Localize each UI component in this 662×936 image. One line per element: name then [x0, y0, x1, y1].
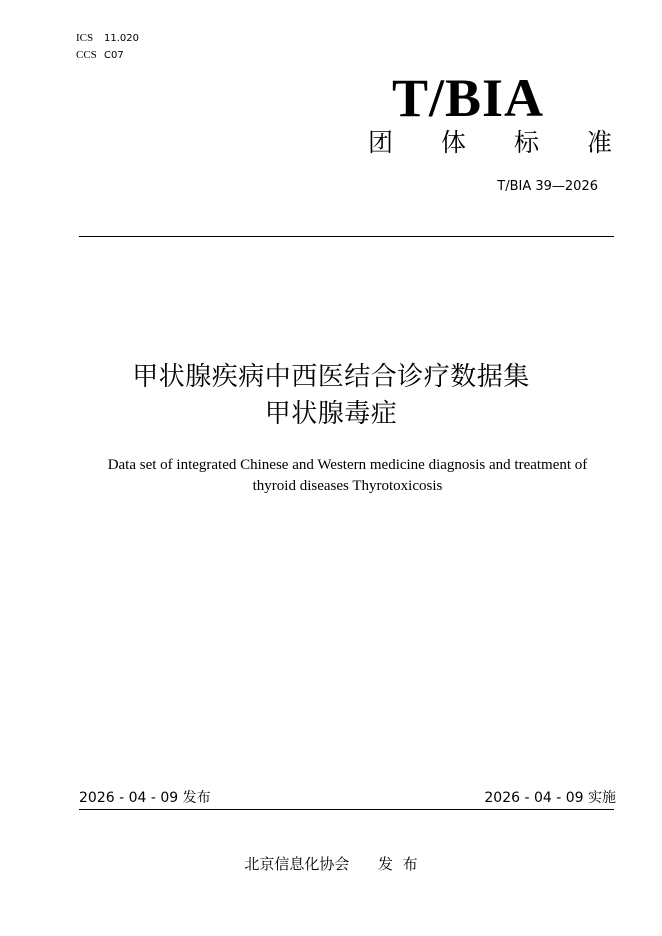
publisher-org: 北京信息化协会 — [244, 855, 350, 873]
ics-value: 11.020 — [104, 33, 139, 44]
standard-kind — [368, 127, 612, 159]
publisher — [0, 854, 662, 874]
publisher-action: 发 布 — [378, 855, 418, 873]
standard-kind-char: 体 — [440, 128, 466, 157]
standard-kind-char: 团 — [368, 128, 394, 157]
standard-kind-char: 准 — [586, 128, 612, 157]
footer-divider — [79, 809, 614, 810]
ics-label: ICS — [76, 32, 94, 44]
title-en-line1: Data set of integrated Chinese and Western medicine diagnosis and treatment of — [107, 457, 588, 473]
ccs-label: CCS — [76, 49, 97, 61]
ics-code — [76, 32, 139, 44]
date-row — [79, 788, 616, 808]
standard-number: T/BIA 39—2026 — [497, 179, 598, 194]
title-cn-line1: 甲状腺疾病中西医结合诊疗数据集 — [132, 362, 530, 392]
title-en-line2: thyroid diseases Thyrotoxicosis — [252, 478, 443, 494]
implement-date: 2026 - 04 - 09 实施 — [484, 790, 616, 806]
title-cn-line2: 甲状腺毒症 — [264, 399, 398, 429]
ccs-value: C07 — [104, 50, 124, 61]
header-divider — [79, 236, 614, 237]
publish-date: 2026 - 04 - 09 发布 — [79, 790, 211, 806]
standard-kind-char: 标 — [513, 128, 539, 157]
standard-logo: T/BIA — [392, 68, 545, 128]
ccs-code — [76, 49, 124, 61]
